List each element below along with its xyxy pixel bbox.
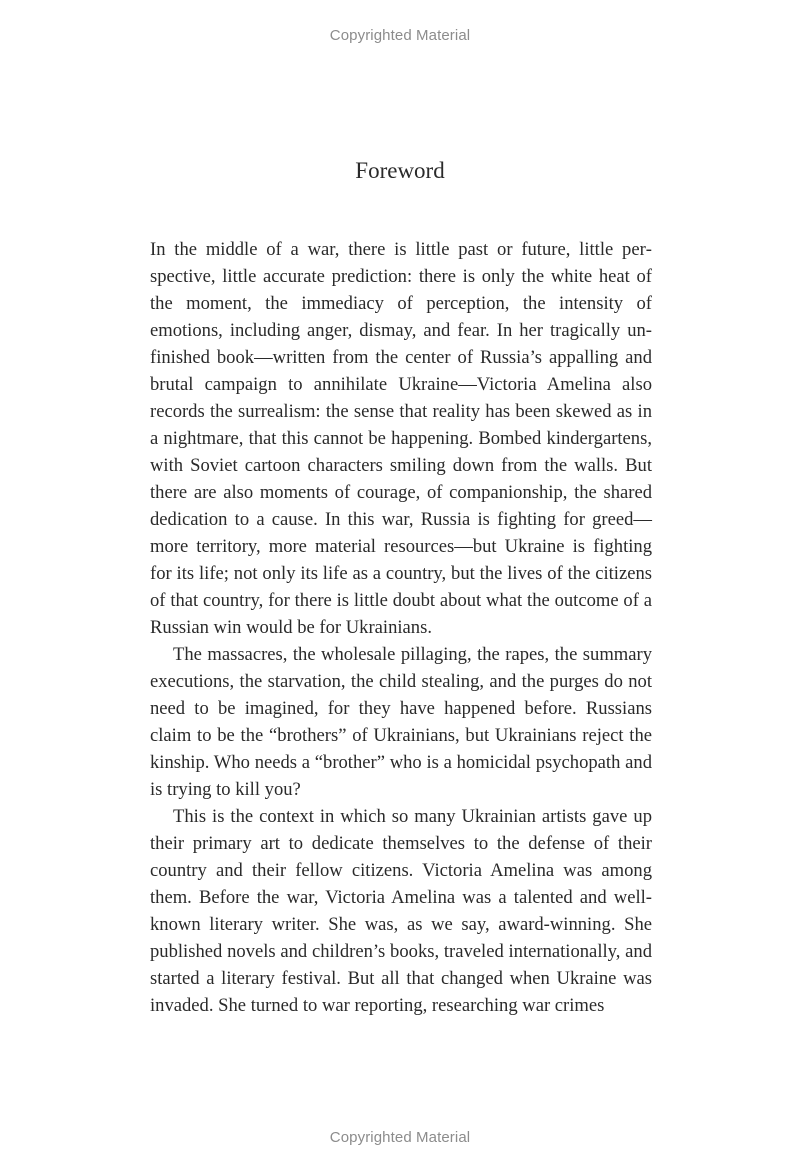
paragraph-3: This is the context in which so many Ukrainian artists gave up their primary art to dedicate themselves to the defense of their country and their fellow citizens. Victoria Amelina was among them. Before the war, Victoria Amelina was a talented and well-known literary writer. She was, as we say, award-winning. She published novels and children’s books, traveled internationally, and started a literary festival. But all that changed when Ukraine was invaded. She turned to war reporting, researching war crimes bbox=[150, 806, 652, 1016]
paragraph-2: The massacres, the wholesale pillaging, the rapes, the summary executions, the starvation, the child stealing, and the purges do not need to be imagined, for they have happened before. Russians claim to be the “brothers” of Ukrainians, but Ukrainians reject the kinship. Who needs a “brother” who is a homicidal psychopath and is trying to kill you? bbox=[150, 644, 652, 800]
chapter-title: Foreword bbox=[355, 158, 445, 183]
paragraph-1: In the middle of a war, there is little past or future, little perspective, little accurate prediction: there is only the white heat of the moment, the immediacy of perception, the intensity of emotions, including anger, dismay, and fear. In her tragically unfinished book—written from the center of Russia’s appalling and brutal campaign to annihilate Ukraine—Victoria Amelina also records the surrealism: the sense that reality has been skewed as in a nightmare, that this cannot be happening. Bombed kindergartens, with Soviet cartoon characters smiling down from the walls. But there are also moments of courage, of companionship, the shared dedication to a cause. In this war, Russia is fighting for greed—more territory, more material resources—but Ukraine is fighting for its life; not only its life as a country, but the lives of the citizens of that country, for there is little doubt about what the outcome of a Russian win would be for Ukrainians. bbox=[150, 239, 652, 638]
copyright-watermark-bottom: Copyrighted Material bbox=[329, 1129, 471, 1146]
body-text bbox=[150, 236, 652, 1019]
copyright-watermark-top: Copyrighted Material bbox=[329, 27, 471, 44]
